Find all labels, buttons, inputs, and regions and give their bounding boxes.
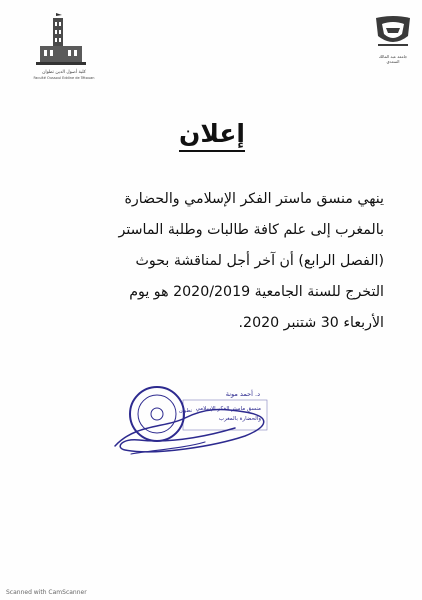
document-title: إعلان [179, 119, 245, 148]
signatory-title-line-1: منسق ماستر الفكر الإسلامي [195, 406, 261, 412]
university-name: جامعة عبد المالك السعدي [378, 54, 408, 64]
announcement-body [40, 184, 384, 339]
signatory-title-line-2: والحضارة بالمغرب [218, 416, 261, 422]
faculty-tower-icon [26, 12, 102, 70]
university-emblem-icon [372, 14, 414, 54]
body-line-3: (الفصل الرابع) أن آخر أجل لمناقشة بحوث [135, 253, 384, 269]
scanner-watermark: Scanned with CamScanner [6, 589, 87, 596]
body-line-1: ينهي منسق ماستر الفكر الإسلامي والحضارة [124, 191, 384, 207]
university-logo [372, 14, 414, 62]
body-line-5: الأربعاء 30 شتنبر 2020. [238, 315, 384, 331]
faculty-name: كلية أصول الدين تطوان [42, 70, 86, 75]
stamp-city: تطوان [179, 408, 193, 414]
signature-block [95, 384, 285, 474]
faculty-logo [26, 12, 102, 80]
faculty-name-latin: Faculté Oussoul Eddine de Tétouan [33, 76, 95, 80]
body-line-2: بالمغرب إلى علم كافة طالبات وطلبة الماستر [118, 222, 384, 238]
signatory-name: د. أحمد مونة [225, 390, 260, 398]
title-underline [179, 150, 245, 152]
body-line-4: التخرج للسنة الجامعية 2020/2019 هو يوم [129, 284, 384, 300]
